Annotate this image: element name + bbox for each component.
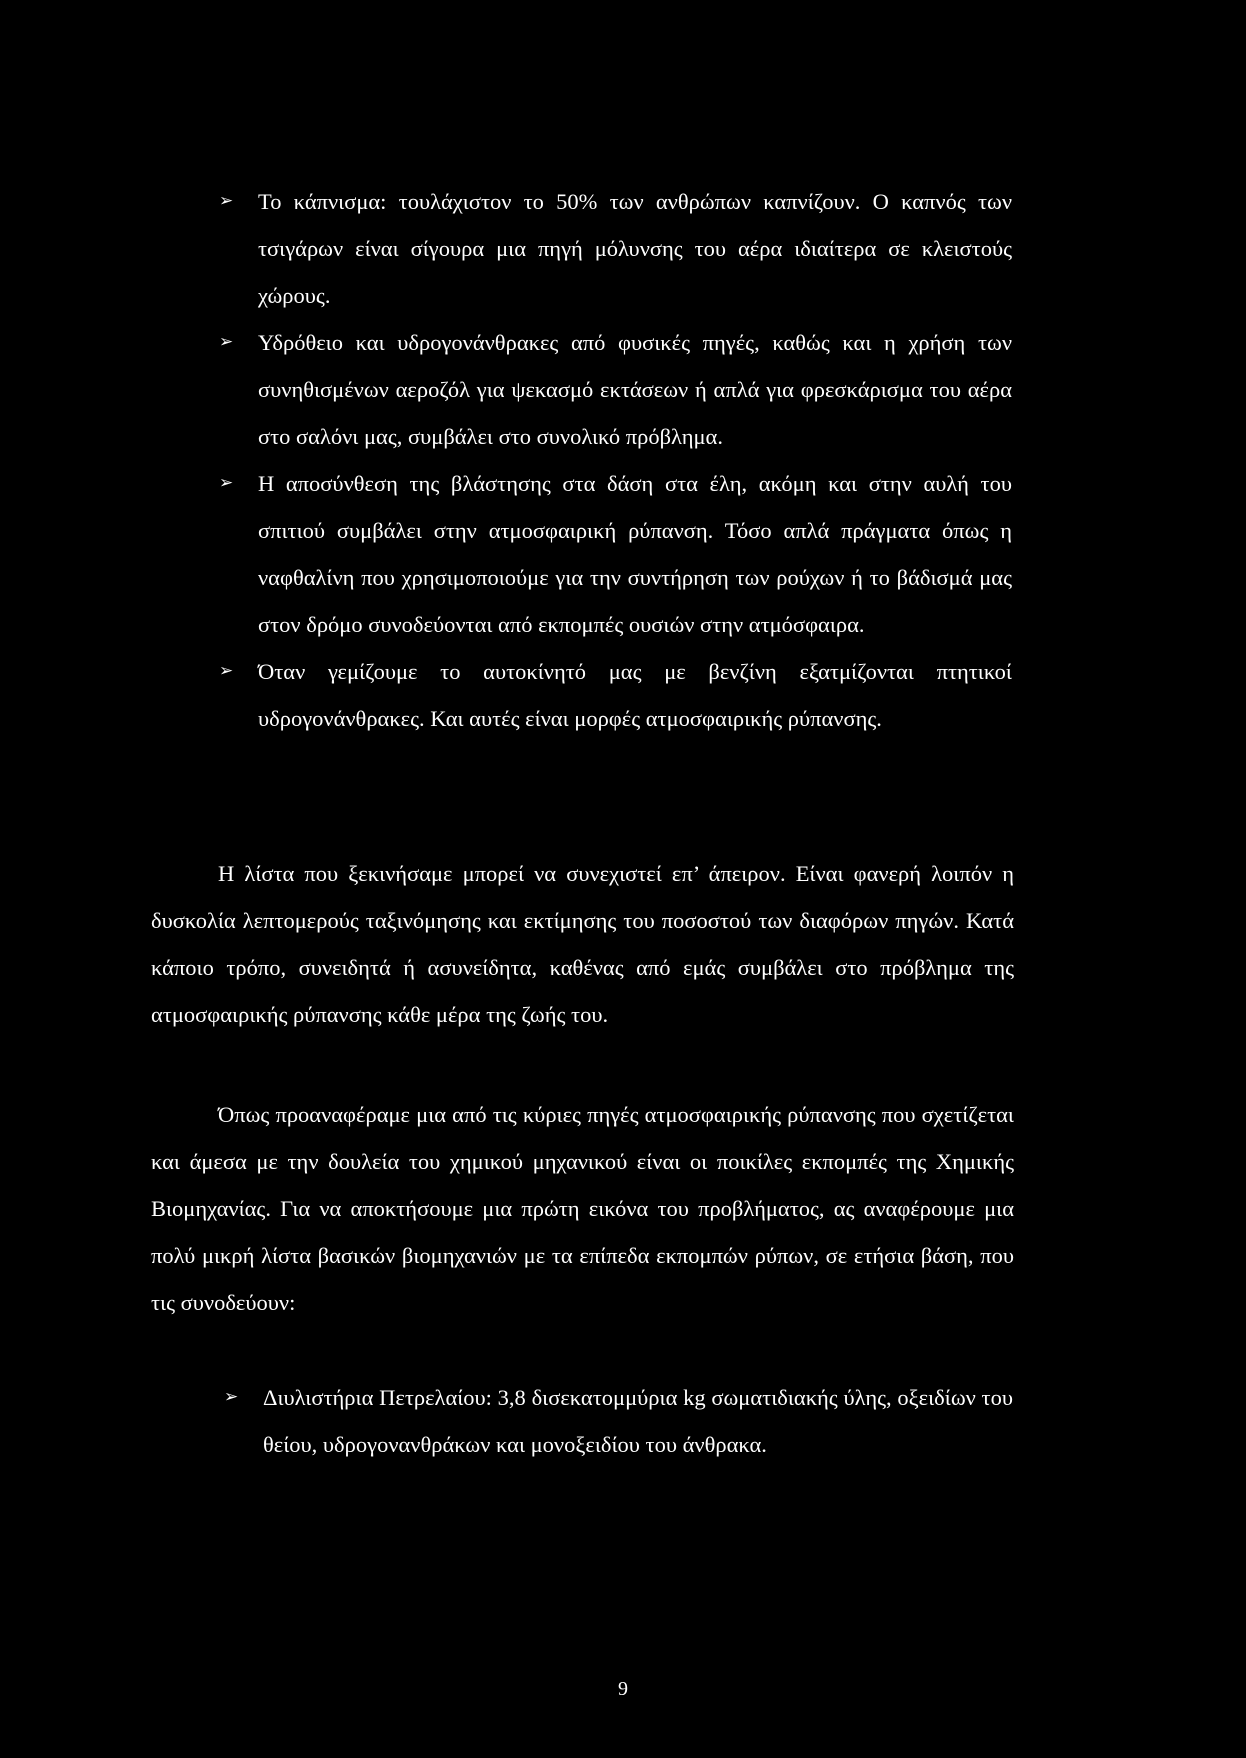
bullet-list-industries bbox=[224, 1374, 1013, 1468]
list-item bbox=[224, 1374, 1013, 1468]
list-item bbox=[219, 648, 1012, 742]
list-item-text: Υδρόθειο και υδρογονάνθρακες από φυσικές πηγές, καθώς και η χρήση των συνηθισμένων αεροζόλ για ψεκασμό εκτάσεων ή απλά για φρεσκάρισμα του αέρα στο σαλόνι μας, συμβάλει στο συνολικό πρόβλημα. bbox=[258, 330, 1012, 449]
arrow-bullet-icon: ➢ bbox=[219, 191, 234, 211]
page-number: 9 bbox=[618, 1678, 628, 1700]
arrow-bullet-icon: ➢ bbox=[219, 473, 234, 493]
list-item bbox=[219, 178, 1012, 319]
list-item-text: Η αποσύνθεση της βλάστησης στα δάση στα έλη, ακόμη και στην αυλή του σπιτιού συμβάλει στην ατμοσφαιρική ρύπανση. Τόσο απλά πράγματα όπως η ναφθαλίνη που χρησιμοποιούμε για την συντήρηση των ρούχων ή το βάδισμά μας στον δρόμο συνοδεύονται από εκπομπές ουσιών στην ατμόσφαιρα. bbox=[258, 471, 1012, 637]
list-item bbox=[219, 460, 1012, 648]
bullet-list-sources bbox=[219, 178, 1012, 742]
list-item bbox=[219, 319, 1012, 460]
body-paragraph: Η λίστα που ξεκινήσαμε μπορεί να συνεχιστεί επ’ άπειρον. Είναι φανερή λοιπόν η δυσκολία λεπτομερούς ταξινόμησης και εκτίμησης του ποσοστού των διαφόρων πηγών. Κατά κάποιο τρόπο, συνειδητά ή ασυνείδητα, καθένας από εμάς συμβάλει στο πρόβλημα της ατμοσφαιρικής ρύπανσης κάθε μέρα της ζωής του. bbox=[151, 861, 1014, 1027]
body-paragraph: Όπως προαναφέραμε μια από τις κύριες πηγές ατμοσφαιρικής ρύπανσης που σχετίζεται και άμεσα με την δουλεία του χημικού μηχανικού είναι οι ποικίλες εκπομπές της Χημικής Βιομηχανίας. Για να αποκτήσουμε μια πρώτη εικόνα του προβλήματος, ας αναφέρουμε μια πολύ μικρή λίστα βασικών βιομηχανιών με τα επίπεδα εκπομπών ρύπων, σε ετήσια βάση, που τις συνοδεύουν: bbox=[151, 1102, 1014, 1315]
list-item-text: Όταν γεμίζουμε το αυτοκίνητό μας με βενζίνη εξατμίζονται πτητικοί υδρογονάνθρακες. Και αυτές είναι μορφές ατμοσφαιρικής ρύπανσης. bbox=[258, 659, 1012, 731]
arrow-bullet-icon: ➢ bbox=[224, 1387, 239, 1407]
list-item-text: Διυλιστήρια Πετρελαίου: 3,8 δισεκατομμύρια kg σωματιδιακής ύλης, οξειδίων του θείου, υδρογονανθράκων και μονοξειδίου του άνθρακα. bbox=[263, 1385, 1013, 1457]
arrow-bullet-icon: ➢ bbox=[219, 332, 234, 352]
list-item-text: Το κάπνισμα: τουλάχιστον το 50% των ανθρώπων καπνίζουν. Ο καπνός των τσιγάρων είναι σίγουρα μια πηγή μόλυνσης του αέρα ιδιαίτερα σε κλειστούς χώρους. bbox=[258, 189, 1012, 308]
arrow-bullet-icon: ➢ bbox=[219, 661, 234, 681]
